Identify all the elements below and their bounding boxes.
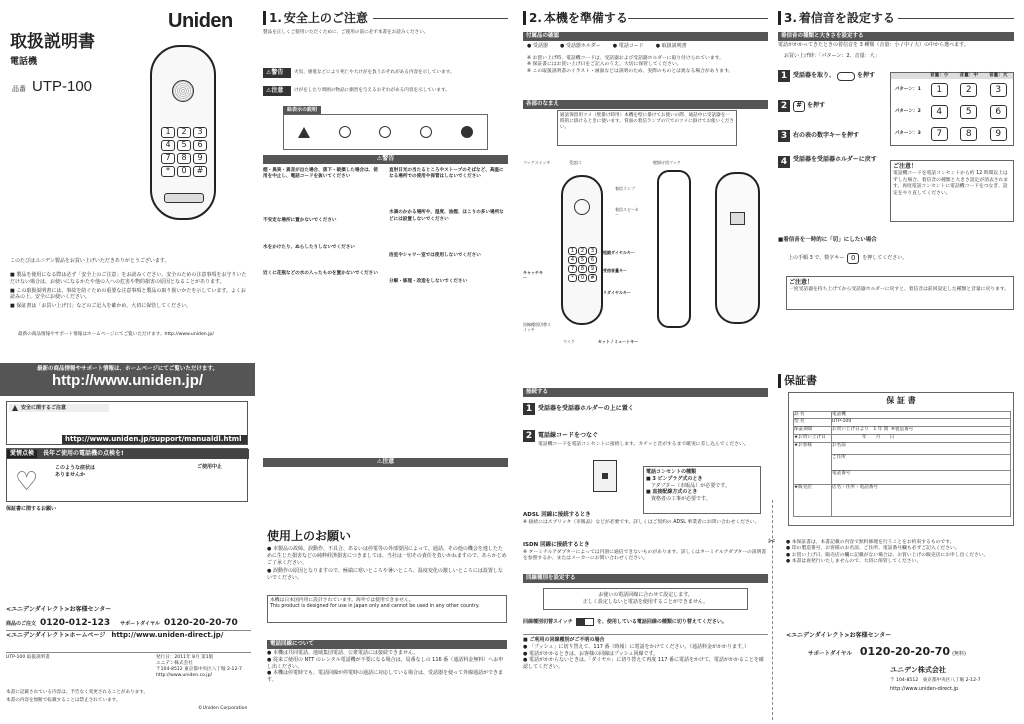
cover-column (0, 0, 255, 724)
linetype-title: 回線種別を設定する (523, 574, 768, 583)
ring-note (890, 160, 1014, 222)
isdn-desc: ※ ターミナルアダプターによっては円滑に通信できないものがあります。詳しくはターミナルアダプターの説明書を参照するか、またはメーカーにお問い合わせください。 (523, 550, 767, 562)
acc-note: 保証書にはお買い上げ日をご記入のうえ、大切に保管してください。 (532, 62, 682, 68)
ring-row-label: パターン：1 (894, 87, 921, 93)
heart-icon: ♡ (15, 467, 39, 497)
unknown-desc: 電話がかからないときは、「ダイヤル」に切り替えて再度 117 番に電話をかけて、電話がかかることを確認してください。 (523, 657, 764, 670)
warning-desc: 火災、感電などにより死亡や大けがを負うおそれがある内容を示しています。 (294, 69, 455, 75)
off-desc: 上の手順 3 で、数字キー (788, 255, 845, 262)
long-use-right: ご使用中止 (197, 464, 223, 470)
warranty-web[interactable]: http://www.uniden-direct.jp (890, 686, 959, 692)
key-8[interactable]: 8 (960, 127, 977, 141)
key-1[interactable]: 1 (931, 83, 948, 97)
warranty-about: 保証書に関するお願い (6, 506, 57, 512)
outlet-type-2: 直接配線方式のとき (652, 489, 698, 496)
label-mute: セット / ミュートキー (598, 339, 639, 344)
long-use-heading: 長年ご使用の電話機の点検を! (43, 449, 124, 457)
key-0[interactable]: 0 (847, 253, 859, 264)
warranty-note: 本保証書は、本書記載の内容で無料修理を行うことをお約束するものです。 (791, 540, 955, 545)
acc-note: この取扱説明書のイラスト・画面などは説明のため、実際のものとは異なる場合があります。 (532, 68, 734, 74)
footer-web[interactable]: http://www.uniden.co.jp/ (156, 673, 213, 679)
warn-item: 直射日光の当たるところやストーブのそばなど、高温になる場所での使用や保管はしないでください (389, 168, 504, 180)
step-1-badge: 1 (778, 70, 790, 82)
warranty-title: 保証書 (784, 374, 817, 387)
support-tel[interactable]: 0120-20-20-70 (163, 618, 238, 628)
hash-key[interactable]: # (793, 101, 805, 112)
footer-issue: 発行日：2011年 8月 第1版 (156, 655, 214, 660)
earpiece-icon (172, 80, 194, 102)
section3-title: 着信音を設定する (798, 11, 895, 25)
step-4-badge: 4 (778, 156, 790, 168)
thanks-text: このたびはユニデン製品をお買い上げいただきありがとうございます。 (10, 258, 170, 264)
ring-table (890, 72, 1014, 146)
warranty-notes: ● 本保証書は、本書記載の内容で無料修理を行うことをお約束するものです。 ● 印の製造番号、お客様のお名前、ご住所、電話番号欄も必ずご記入ください。 ● お買い上げ日、販売店の欄に記載がない場合は、お買い上げの販売店にお申し出ください。 ● 本書は再発行いたしませんので、大切に保管してください。 (786, 540, 989, 565)
parts-callout: 通話保留用ツメ（壁掛け時用）本機を壁に掛けてお使いの際、通話中に受話器を一時的に掛けるときに使います。背面の着信ランプの穴でのツメに掛けてお使いください。 (557, 110, 737, 146)
unplug-icon (461, 126, 473, 138)
accessory-item: 電話コード (618, 43, 644, 49)
warn-left (263, 168, 381, 277)
ring-col-head: 音量：中 (959, 73, 978, 78)
disclaimer-1: 本書に記載されている内容は、予告なく変更されることがあります。 (6, 690, 149, 695)
step-1-badge: 1 (523, 403, 535, 415)
unknown-box: ■ ご利用の回線種別がご不明の場合 ● 「プッシュ」に切り替えて、117 番（時報）に電話をかけてください。（通話料金がかかります。） ● 電話がかかるときは、お客様の回線はプッシュ回線です。 ● 電話がかからないときは、「ダイヤル」に切り替えて再度 117 番に電話をかけて、電話がかかることを確認してください。 (523, 634, 768, 671)
ring-col-head: 音量：小 (930, 73, 949, 78)
warranty-header (778, 374, 817, 389)
linetype-box-1: お使いの電話回線に合わせて設定します。 (598, 592, 693, 598)
prohibit-icon (339, 126, 351, 138)
section1-intro: 製品を正しくご使用いただくために、ご使用の前に必ず本書をお読みください。 (263, 30, 429, 35)
caution-label: ⚠注意 (263, 86, 291, 96)
warranty-support-tel[interactable]: 0120-20-20-70 (859, 645, 951, 658)
section3-num: 3. (784, 11, 797, 25)
manual-url[interactable]: http://www.uniden.jp/support/manualdl.html (65, 435, 242, 443)
safety-title: 安全に関するご注意 (21, 404, 67, 411)
adsl-desc: ※ 接続にはスプリッタ（市販品）などが必要です。詳しくはご契約の ADSL 事業者にお問い合わせください。 (523, 520, 760, 525)
prepare-column (523, 0, 773, 724)
brand-logo: Uniden (168, 10, 233, 32)
order-label: 商品のご注文 (6, 621, 37, 627)
ring-col-head: 音量：大 (989, 73, 1008, 78)
phone-front-illustration: 1 2 3 4 5 6 7 8 9 * 0 # (561, 175, 603, 325)
label-mic: マイク (563, 339, 575, 344)
warning-section-bar: ⚠警告 (263, 155, 508, 164)
line-item: 従来ご使用の NTT のレンタル電話機が不要になる場合は、局番なしの 116 番（通話料金無料）へお申し出ください。 (267, 656, 504, 670)
isdn-title: ISDN 回線に接続するとき (523, 542, 590, 548)
outlet-illustration (593, 460, 617, 492)
unknown-title: ■ ご利用の回線種別がご不明の場合 (523, 637, 605, 643)
acc-note: お買い上げ時、電話機コードは、受話器および受話器ホルダーに取り付けられています。 (532, 56, 724, 61)
line-title: 電話回線について (267, 640, 507, 649)
warranty-center-title: <ユニデンダイレクト>お客様センター (786, 632, 892, 639)
linetype-box (543, 588, 748, 610)
ring-row-label: パターン：2 (894, 109, 921, 115)
scissors-icon: ✂ (768, 537, 776, 547)
label-hook: フックスイッチ (523, 160, 551, 165)
label-switch: 回線種別切替スイッチ (523, 322, 551, 333)
symbols-title: 絵表示の説明 (283, 106, 321, 115)
adsl-title: ADSL 回線に接続するとき (523, 512, 591, 518)
usage-item: 本製品の故障、誤動作、不具合、あるいは停電等の外部要因によって、通話、その他の機会を逸したために生じた損害などの純粋経済損害につきましては、当社は一切その責任を負いかねますので、あらかじめご了承ください。 (267, 546, 507, 566)
cover-bullet: この取扱説明書には、事故を防ぐための重要な注意事項と製品の取り扱いかたを示しています。よくお読みの上、安全にお使いください。 (10, 287, 246, 301)
line-list: ● 本機は共同電話、地域集団電話、公衆電話には接続できません。 ● 従来ご使用の NTT のレンタル電話機が不要になる場合は、局番なしの 116 番（通話料金無料）へお申し出ください。 ● 本機は停電時でも、電話回線が停電時の通話に対応している場合は、受話器を使って外線通話ができます。 (267, 650, 504, 683)
switch-icon[interactable] (576, 618, 594, 626)
cut-line (772, 500, 773, 720)
web-banner (0, 363, 255, 396)
homepage-url[interactable]: http://www.uniden-direct.jp/ (111, 631, 224, 639)
key-9[interactable]: 9 (990, 127, 1007, 141)
warn-item: 不安定な場所に置かないでください (263, 218, 337, 224)
warning-triangle-icon (12, 405, 18, 411)
ringtone-column (778, 0, 1024, 724)
warranty-note: 本書は再発行いたしませんので、大切に保管してください。 (791, 559, 922, 565)
warn-item: 浴室やシャワー室では使用しないでください (389, 252, 481, 258)
outlet-title: 電話コンセントの種類 (646, 469, 697, 475)
manual-url-bar (62, 435, 247, 444)
footer-company: ユニデン株式会社 (156, 661, 193, 666)
ring-row-label: パターン：3 (894, 131, 921, 137)
long-use-left: このような症状はありませんか (55, 465, 96, 478)
web-url[interactable]: http://www.uniden.jp/ (51, 372, 204, 390)
phone-side-illustration (657, 170, 691, 328)
ring-step-4: 受話器を受話器ホルダーに戻す (793, 156, 877, 163)
unknown-desc: 電話がかかるときは、お客様の回線はプッシュ回線です。 (528, 650, 659, 657)
ring-step-2: を押す (807, 101, 826, 109)
disclaimer-2: 本書の内容を無断で転載することは禁止されています。 (6, 698, 121, 703)
connect-step1: 受話器を受話器ホルダーの上に置く (538, 404, 634, 412)
ring-note-title: ご注意！ (893, 163, 918, 170)
long-use-box (6, 448, 248, 502)
acc-notes: ※ お買い上げ時、電話機コードは、受話器および受話器ホルダーに取り付けられています。 ※ 保証書にはお買い上げ日をご記入のうえ、大切に保管してください。 ※ この取扱説明書のイラスト・画面などは説明のため、実際のものとは異なる場合があります。 (527, 56, 734, 74)
section1-title: 安全上のご注意 (283, 11, 368, 25)
off-note-desc: 一度受話器を持ち上げてから受話器ホルダーに戻すと、着信音は前回設定した種類と音量に戻ります。 (789, 287, 1010, 293)
warn-item: 煙・異臭・異音が出た場合、落下・破損した場合は、使用を中止し、電話コードを抜いてください (263, 168, 378, 180)
domestic-en: This product is designed for use in Japan only and cannot be used in any other country. (270, 604, 480, 610)
warning-symbol-icon (298, 127, 310, 138)
model-label: 品番 (12, 85, 26, 93)
label-volume: 受信音量キー (603, 268, 627, 273)
no-disassemble-icon (379, 126, 391, 138)
ring-note-desc: 電話機コードを電話コンセントから約 12 時間以上はずした場合、着信音の種類と大きさ設定が消去されます。再度電話コンセントに電話機コードをつなぎ、設定をやり直してください。 (893, 171, 1009, 196)
step-2-badge: 2 (778, 100, 790, 112)
usage-list: ● 本製品の故障、誤動作、不具合、あるいは停電等の外部要因によって、通話、その他の機会を逸したために生じた損害などの純粋経済損害につきましては、当社は一切その責任を負いかねますので、あらかじめご了承ください。 ● 誤動作の原因となりますので、極端に寒いところや暑いところ、温度変化の激しいところには設置しないでください。 (267, 546, 507, 581)
key-4[interactable]: 4 (931, 105, 948, 119)
warranty-free: (無料) (952, 651, 966, 657)
safety-column (263, 0, 511, 724)
step-3-badge: 3 (778, 130, 790, 142)
footer-left: UTP-100 取扱説明書 (6, 655, 50, 660)
key-7[interactable]: 7 (931, 127, 948, 141)
label-redial: リダイヤルキー (603, 290, 631, 295)
phone-back-illustration (715, 172, 760, 324)
web-banner-text: 最新の商品情報やサポート情報は、ホームページにてご覧いただけます。 (37, 366, 218, 372)
warn-item: 近くに花瓶などの水の入ったものを置かないでください (263, 270, 378, 276)
ring-step-3: 右の表の数字キーを押す (793, 131, 860, 139)
document-title: 取扱説明書 (10, 32, 95, 52)
footer-addr: 〒104-8512 東京都中央区八丁堀 2-12-7 (156, 667, 242, 673)
warn-item: 水滴のかかる場所や、湿度、油煙、ほこりの多い場所などには設置しないでください (389, 210, 504, 222)
safety-box (6, 401, 248, 445)
cover-bullet: 保証書は「お買い上げ日」などのご記入を確かめ、大切に保管してください。 (16, 303, 192, 309)
label-catch: キャッチキー (523, 270, 543, 281)
phone-illustration (150, 45, 216, 220)
label-wall: 壁掛け用フック (653, 160, 681, 165)
warranty-card (788, 392, 1014, 526)
key-3[interactable]: 3 (990, 83, 1007, 97)
warranty-note: 印の製造番号、お客様のお名前、ご住所、電話番号欄も必ずご記入ください。 (791, 546, 960, 552)
order-tel[interactable]: 0120-012-123 (40, 618, 111, 628)
outlet-type-1-desc: アダプター（市販品）が必要です。 (651, 482, 730, 489)
center-title: <ユニデンダイレクト>お客様センター (6, 606, 112, 613)
accessory-item: 取扱説明書 (661, 43, 687, 49)
caution-desc: けがをしたり周囲の物品に損害を与えるおそれがある内容を示しています。 (294, 87, 450, 93)
line-item: 本機は停電時でも、電話回線が停電時の通話に対応している場合は、受話器を使って外線通話ができます。 (267, 670, 503, 683)
section2-title: 本機を準備する (543, 11, 628, 25)
outlet-type-2-desc: 資格者の工事が必要です。 (651, 496, 711, 502)
warranty-addr: 〒 104-8512 東京都中央区八丁堀 2-12-7 (890, 678, 981, 683)
accessories-title: 付属品の確認 (523, 32, 768, 41)
accessory-item: 受話器 (532, 43, 548, 49)
ring-title: 着信音の種類と大きさを設定する (778, 32, 1014, 41)
warn-item: 水をかけたり、ぬらしたりしないでください (263, 244, 355, 250)
off-note-title: ご注意！ (789, 279, 814, 286)
label-speaker: 着信スピーカー (615, 207, 639, 218)
step-2-badge: 2 (523, 430, 535, 442)
outlet-type-1: 3 ピンプラグ式のとき (652, 475, 703, 482)
unknown-desc: 「プッシュ」に切り替えて、117 番（時報）に電話をかけてください。（通話料金がかかります。） (528, 643, 750, 650)
label-lamp: 着信ランプ (615, 186, 635, 191)
cover-bullets: ■ 製品を使用になる際は必ず「安全上のご注意」をお読みください。安全のための注意事項をお守りいただけない場合は、お使いになるかたや他の人への危害や物的損害の原因となることがあります。 ■ この取扱説明書には、事故を防ぐための重要な注意事項と製品の取り扱いかたを示しています。よくお読みの上、安全にお使いください。 ■ 保証書は「お買い上げ日」などのご記入を確かめ、大切に保管してください。 (10, 272, 247, 309)
linetype-switch: 回線種別切替スイッチ (523, 618, 573, 625)
section1-num: 1. (269, 11, 282, 25)
domestic-box (267, 595, 507, 623)
key-5[interactable]: 5 (960, 105, 977, 119)
support-label: サポートダイヤル (120, 621, 160, 627)
warranty-serial: ※製造番号 (891, 427, 914, 432)
section3-header (778, 10, 895, 26)
section2-header (523, 10, 628, 26)
off-note (786, 276, 1014, 310)
section2-num: 2. (529, 11, 542, 25)
connect-step2: 電話線コードをつなぐ (538, 431, 599, 439)
support-note: 最新の商品情報やサポート情報はホームページにてご覧いただけます。http://www.uniden.jp/ (18, 332, 214, 337)
usage-item: 誤動作の原因となりますので、極端に寒いところや暑いところ、温度変化の激しいところには設置しないでください。 (267, 568, 503, 581)
long-use-title: 愛情点検 (7, 450, 37, 458)
warn-right (389, 168, 507, 285)
key-2[interactable]: 2 (960, 83, 977, 97)
warranty-card-title: 保 証 書 (886, 396, 916, 405)
outlet-box: 電話コンセントの種類 ■ 3 ピンプラグ式のとき アダプター（市販品）が必要です。 ■ 直接配線方式のとき 資格者の工事が必要です。 (643, 466, 761, 514)
copyright: ©Uniden Corporation (198, 706, 248, 711)
key-6[interactable]: 6 (990, 105, 1007, 119)
symbols-box (283, 114, 488, 150)
label-speed: 短縮ダイヤルキー (603, 250, 635, 255)
warranty-support-label: サポートダイヤル (808, 651, 852, 657)
linetype-box-2: 正しく設定しないと電話を使用することができません。 (582, 598, 709, 605)
homepage-label: <ユニデンダイレクト>ホームページ (6, 632, 106, 639)
parts-title: 各部のなまえ (523, 100, 768, 109)
connect-title: 接続する (523, 388, 768, 397)
section1-header (263, 10, 368, 26)
cover-bullet: 製品を使用になる際は必ず「安全上のご注意」をお読みください。安全のための注意事項をお守りいただけない場合は、お使いになるかたや他の人への危害や物的損害の原因となることがあります。 (10, 272, 247, 285)
caution-section-bar: ⚠注意 (263, 458, 508, 467)
document-subtitle: 電話機 (10, 57, 38, 67)
linetype-switch-desc: を、使用している電話回線の種類に切り替えてください。 (596, 618, 727, 625)
off-hook-key-icon[interactable] (837, 72, 855, 81)
model-number: UTP-100 (32, 78, 93, 95)
warn-item: 分解・修理・改造をしないでください (389, 278, 468, 284)
ring-step-1-suffix: を押す (857, 71, 876, 79)
no-wet-icon (420, 126, 432, 138)
warranty-company: ユニデン株式会社 (890, 666, 946, 674)
ring-step-1: 受話器を取り、 (793, 71, 836, 79)
warranty-rows: 品 名 電話機 型 名 UTP-100 保証期間 お買い上げ日より 1 年 間 ★お買い上げ日 年 月 日 ★お客様 お名前 ご住所 電話番号 ★販売店 店名・住所・電話番号 (793, 411, 1011, 517)
off-suffix: を押してください。 (862, 255, 908, 262)
domestic-jp: 本機は日本国内用に設計されています。海外では使用できません。 (270, 598, 414, 603)
ring-desc: 電話がかかってきたときの着信音を 3 種類（音量：小 / 中 / 大）の中から選べます。 (778, 42, 969, 48)
off-title: ■着信音を一時的に「切」にしたい場合 (778, 237, 877, 243)
label-receiver: 受話口 (569, 160, 581, 165)
accessories-list: ● 受話器 ● 受話器ホルダー ● 電話コード ● 取扱説明書 (527, 43, 687, 49)
line-item: 本機は共同電話、地域集団電話、公衆電話には接続できません。 (272, 650, 419, 656)
connect-step2-desc: 電話機コードを電話コンセントに接続します。カチッと音がするまで確実に差し込んでください。 (538, 442, 749, 447)
keypad-icon: 1 2 3 4 5 6 7 8 9 * 0 # (161, 127, 207, 177)
usage-title: 使用上のお願い (267, 529, 352, 543)
warranty-note: お買い上げ日、販売店の欄に記載がない場合は、お買い上げの販売店にお申し出ください。 (791, 552, 989, 558)
warning-label: ⚠警告 (263, 68, 291, 78)
accessory-item: 受話器ホルダー (565, 43, 601, 49)
ring-factory: お買い上げ時：「パターン：2、音量：大」 (784, 53, 880, 59)
